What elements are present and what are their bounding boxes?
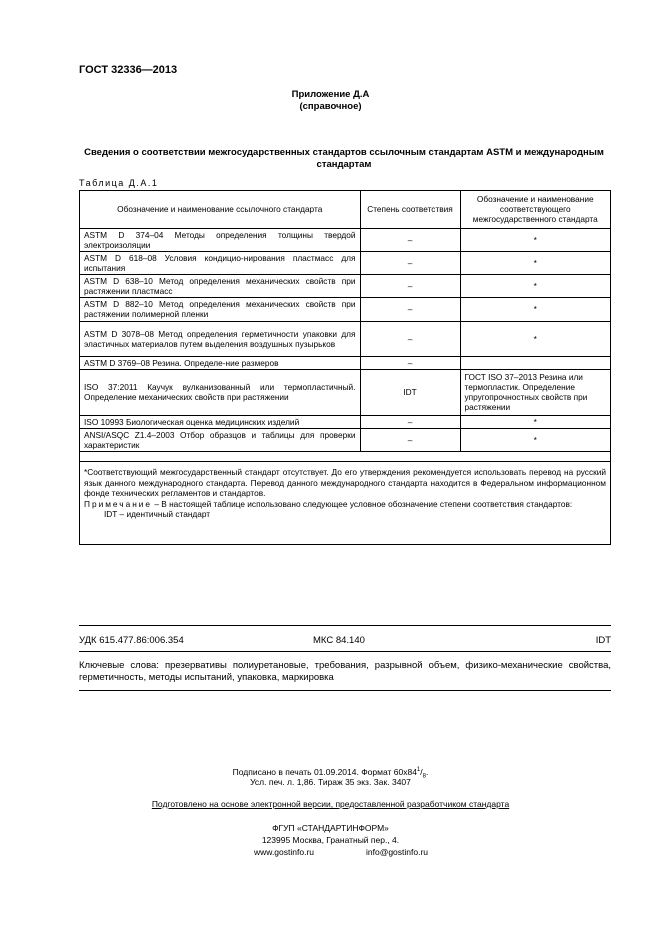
cell-interstate: *	[460, 228, 610, 251]
table-notes	[80, 461, 610, 520]
cell-interstate: *	[460, 415, 610, 428]
note-text: – В настоящей таблице использовано следующее условное обозначение степени соответствия стандартов:	[152, 498, 573, 509]
cell-degree: –	[360, 228, 460, 251]
imprint-line-2: Усл. печ. л. 1,86. Тираж 35 экз. Зак. 3407	[250, 777, 411, 787]
divider-bottom	[79, 690, 611, 691]
table-header-row	[80, 191, 610, 228]
cell-reference: ASTM D 638–10 Метод определения механических свойств при растяжении пластмасс	[80, 274, 360, 297]
cell-reference: ASTM D 374–04 Методы определения толщины твердой электроизоляции	[80, 228, 360, 251]
table-row	[80, 228, 610, 251]
prepared-note: Подготовлено на основе электронной версии, предоставленной разработчиком стандарта	[151, 799, 510, 809]
cell-interstate: ГОСТ ISO 37–2013 Резина или термопластик. Определение упругопрочностных свойств при растяжении	[460, 369, 610, 415]
appendix-subtitle: (справочное)	[299, 101, 362, 112]
cell-reference: ANSI/ASQC Z1.4–2003 Отбор образцов и таблицы для проверки характеристик	[80, 428, 360, 451]
imprint-line-1: Подписано в печать 01.09.2014. Формат $60х84^1/_8$.	[232, 766, 429, 780]
footnote-text: *Соответствующий межгосударственный стандарт отсутствует. До его утверждения рекомендуется использовать перевод на русский язык данного международного стандарта. Перевод данного международного стандарта находится в Федеральном информационном фонде технических регламентов и стандартов.	[84, 467, 606, 498]
document-code: ГОСТ 32336—2013	[79, 64, 178, 76]
table-row	[80, 297, 610, 321]
section-title: Сведения о соответствии межгосударственных стандартов ссылочным стандартам ASTM и международным стандартам	[84, 147, 604, 170]
table-row	[80, 251, 610, 274]
cell-degree: –	[360, 356, 460, 369]
publisher-email: info@gostinfo.ru	[366, 847, 429, 857]
cell-degree: –	[360, 321, 460, 356]
note-label: Примечание	[84, 498, 153, 509]
cell-reference: ASTM D 618–08 Условия кондицио-нирования пластмасс для испытания	[80, 251, 360, 274]
table-row	[80, 321, 610, 356]
header-degree: Степень соответствия	[360, 191, 460, 228]
cell-reference: ISO 10993 Биологическая оценка медицинских изделий	[80, 415, 360, 428]
cell-degree: –	[360, 297, 460, 321]
degree-code: IDT	[595, 635, 611, 646]
divider-top	[79, 625, 611, 626]
cell-reference: ISO 37:2011 Каучук вулканизованный или термопластичный. Определение механических свойств при растяжении	[80, 369, 360, 415]
cell-degree: –	[360, 274, 460, 297]
cell-degree: –	[360, 415, 460, 428]
table-row	[80, 356, 610, 369]
table-row	[80, 369, 610, 415]
appendix-title: Приложение Д.А	[291, 89, 370, 100]
correspondence-table-frame	[79, 190, 611, 545]
cell-degree: –	[360, 428, 460, 451]
format-sub: 8	[422, 773, 426, 780]
cell-reference: ASTM D 3769–08 Резина. Определе-ние размеров	[80, 356, 360, 369]
table-row	[80, 428, 610, 451]
header-reference: Обозначение и наименование ссылочного стандарта	[80, 191, 360, 228]
mks-code: МКС 84.140	[313, 635, 365, 646]
table-row	[80, 415, 610, 428]
note-item: IDT – идентичный стандарт	[104, 509, 211, 519]
cell-interstate	[460, 356, 610, 369]
format-sup: 1	[416, 767, 421, 773]
cell-interstate: *	[460, 251, 610, 274]
cell-interstate: *	[460, 321, 610, 356]
publisher-address: 123995 Москва, Гранатный пер., 4.	[261, 835, 400, 845]
header-interstate: Обозначение и наименование соответствующего межгосударственного стандарта	[460, 191, 610, 228]
cell-degree: –	[360, 251, 460, 274]
divider-middle	[79, 651, 611, 652]
table-label: Таблица Д.А.1	[79, 178, 159, 188]
table-note	[84, 499, 606, 510]
udk-code: УДК 615.477.86:006.354	[79, 635, 184, 646]
cell-reference: ASTM D 3078–08 Метод определения герметичности упаковки для эластичных материалов путем выделения воздушных пузырьков	[80, 321, 360, 356]
cell-degree: IDT	[360, 369, 460, 415]
keywords: Ключевые слова: презервативы полиуретановые, требования, разрывной объем, физико-механические свойства, герметичность, методы испытаний, упаковка, маркировка	[79, 660, 611, 683]
cell-interstate: *	[460, 428, 610, 451]
publisher-name: ФГУП «СТАНДАРТИНФОРМ»	[272, 823, 389, 833]
cell-interstate: *	[460, 274, 610, 297]
correspondence-table	[80, 191, 610, 452]
publisher-website: www.gostinfo.ru	[254, 847, 314, 857]
cell-interstate: *	[460, 297, 610, 321]
cell-reference: ASTM D 882–10 Метод определения механических свойств при растяжении полимерной пленки	[80, 297, 360, 321]
table-row	[80, 274, 610, 297]
